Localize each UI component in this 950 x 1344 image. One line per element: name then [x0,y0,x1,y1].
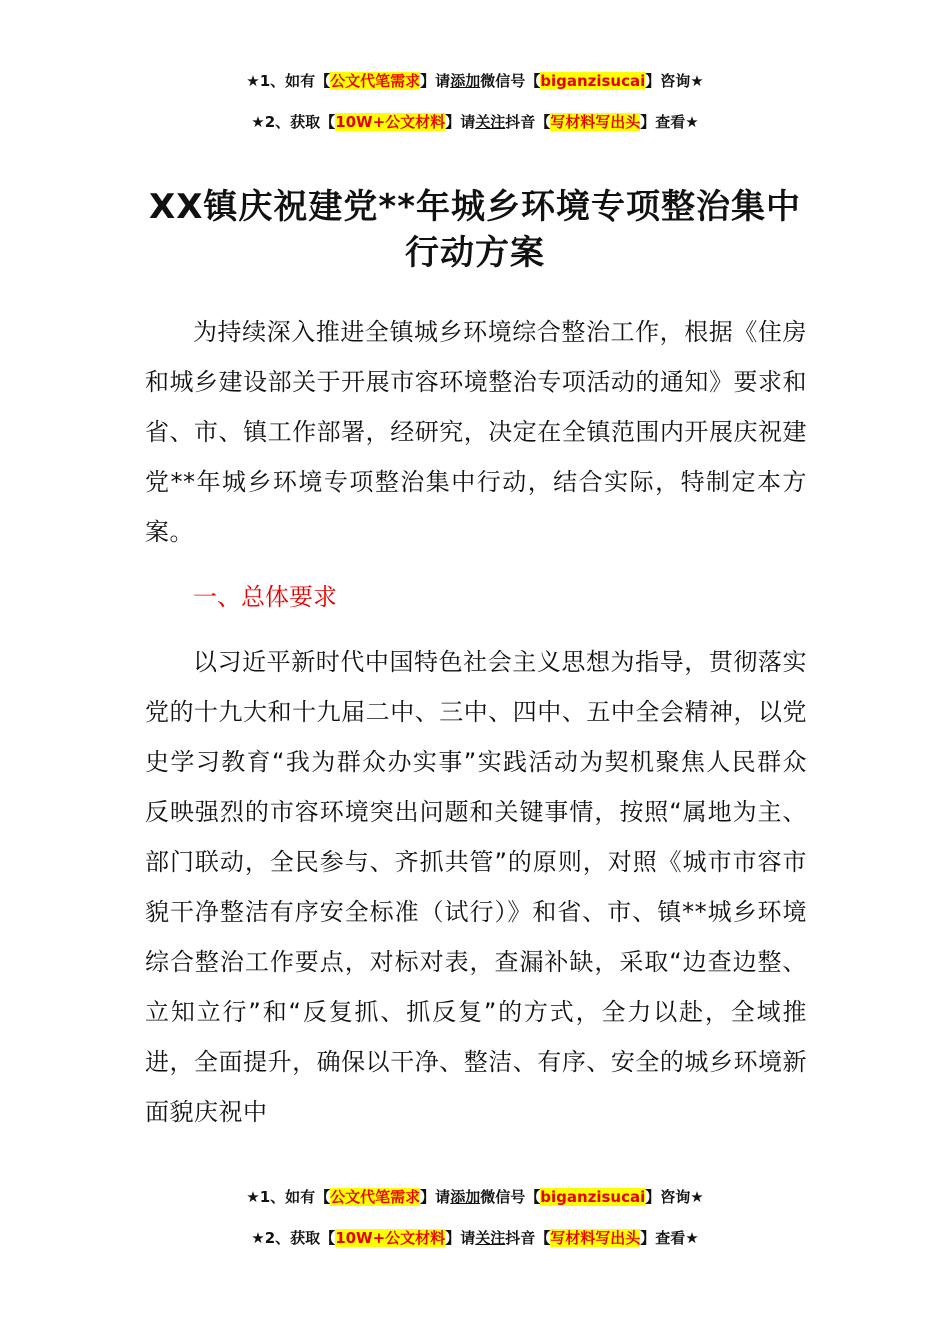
promo-text: 微信号【 [480,1188,541,1206]
promo-text: 】请 [420,1188,451,1206]
section-heading-general-requirements: 一、总体要求 [193,583,337,611]
promo-prefix: ★2、获取【 [251,1229,336,1247]
promo-suffix: 】咨询★ [645,72,704,90]
promo-prefix: ★2、获取【 [251,113,336,131]
section-1-paragraph: 以习近平新时代中国特色社会主义思想为指导，贯彻落实党的十九大和十九届二中、三中、四中、五中全会精神，以党史学习教育“我为群众办实事”实践活动为契机聚焦人民群众反映强烈的市容环境突出问题和关键事情，按照“属地为主、部门联动，全民参与、齐抓共管”的原则，对照《城市市容市貌干净整洁有序安全标准（试行）》和省、市、镇**城乡环境综合整治工作要点，对标对表，查漏补缺，采取“边查边整、立知立行”和“反复抓、抓反复”的方式，全力以赴，全域推进，全面提升，确保以干净、整洁、有序、安全的城乡环境新面貌庆祝中 [145,648,807,1126]
title-line-2: 行动方案 [405,233,545,273]
promo-highlight-service: 公文代笔需求 [330,1188,421,1206]
promo-text: 抖音【 [505,1229,551,1247]
promo-text: 微信号【 [480,72,541,90]
promo-highlight-materials: 10W+公文材料 [335,1229,446,1247]
promo-highlight-wechat-id: biganzisucai [540,72,646,90]
promo-prefix: ★1、如有【 [246,1188,331,1206]
promo-suffix: 】查看★ [640,1229,699,1247]
intro-paragraph: 为持续深入推进全镇城乡环境综合整治工作，根据《住房和城乡建设部关于开展市容环境整治专项活动的通知》要求和省、市、镇工作部署，经研究，决定在全镇范围内开展庆祝建党**年城乡环境专项整治集中行动，结合实际，特制定本方案。 [145,318,807,546]
promo-line-1 [0,70,950,92]
promo-emphasis: 关注 [475,1229,506,1247]
promo-highlight-douyin: 写材料写出头 [550,1229,641,1247]
promo-text: 】请 [420,72,451,90]
promo-prefix: ★1、如有【 [246,72,331,90]
promo-text: 】请 [445,1229,476,1247]
promo-highlight-douyin: 写材料写出头 [550,113,641,131]
document-title [100,184,850,276]
title-line-1: XX镇庆祝建党**年城乡环境专项整治集中 [149,187,801,227]
promo-emphasis: 添加 [450,72,481,90]
promo-highlight-materials: 10W+公文材料 [335,113,446,131]
promo-emphasis: 关注 [475,113,506,131]
promo-emphasis: 添加 [450,1188,481,1206]
footer-promo-line-1 [0,1186,950,1208]
promo-text: 抖音【 [505,113,551,131]
promo-highlight-service: 公文代笔需求 [330,72,421,90]
footer-promo-line-2 [0,1227,950,1249]
promo-suffix: 】咨询★ [645,1188,704,1206]
promo-text: 】请 [445,113,476,131]
promo-highlight-wechat-id: biganzisucai [540,1188,646,1206]
promo-suffix: 】查看★ [640,113,699,131]
promo-line-2 [0,111,950,133]
